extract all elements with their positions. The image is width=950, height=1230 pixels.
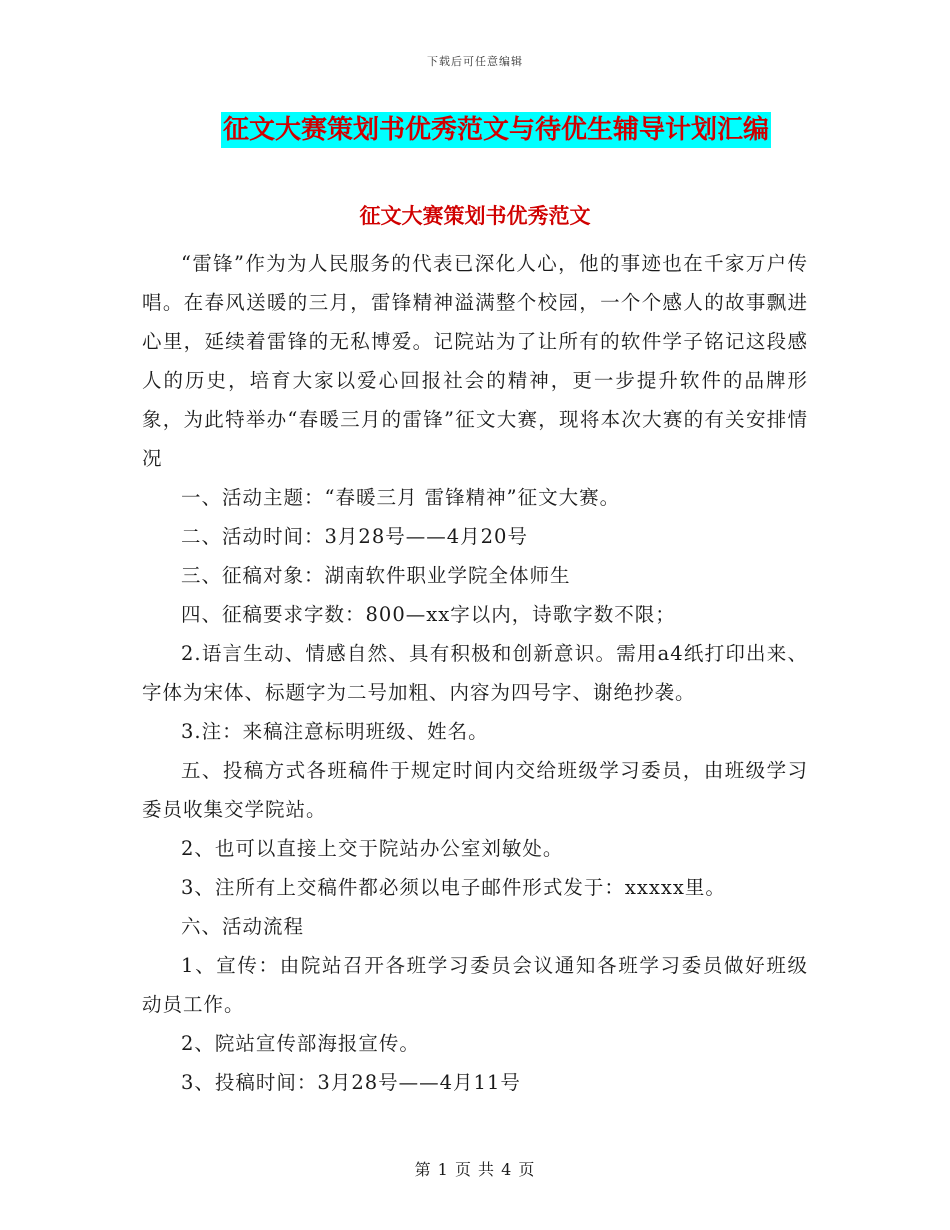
- process-step-publicity: 1、宣传：由院站召开各班学习委员会议通知各班学习委员做好班级动员工作。: [142, 954, 808, 1016]
- activity-time: 二、活动时间：3月28号——4月20号: [181, 525, 528, 548]
- activity-theme: 一、活动主题：“春暖三月 雷锋精神”征文大赛。: [181, 486, 621, 509]
- submission-method: 五、投稿方式各班稿件于规定时间内交给班级学习委员，由班级学习委员收集交学院站。: [142, 759, 808, 821]
- submission-office: 2、也可以直接上交于院站办公室刘敏处。: [181, 837, 564, 860]
- header-note: 下载后可任意编辑: [427, 55, 523, 68]
- submission-email: 3、注所有上交稿件都必须以电子邮件形式发于：xxxxx里。: [181, 876, 726, 899]
- section-title: 征文大赛策划书优秀范文: [359, 204, 591, 228]
- activity-process-heading: 六、活动流程: [181, 915, 305, 938]
- language-requirement: 2.语言生动、情感自然、具有积极和创新意识。需用a4纸打印出来、字体为宋体、标题字为二号加粗、内容为四号字、谢绝抄袭。: [142, 642, 808, 704]
- word-count-requirement: 四、征稿要求字数：800—xx字以内，诗歌字数不限；: [181, 603, 676, 626]
- process-step-deadline: 3、投稿时间：3月28号——4月11号: [181, 1071, 521, 1094]
- page-footer: 第 1 页 共 4 页: [414, 1160, 536, 1179]
- intro-paragraph: “雷锋”作为为人民服务的代表已深化人心，他的事迹也在千家万户传唱。在春风送暖的三月，雷锋精神溢满整个校园，一个个感人的故事飘进心里，延续着雷锋的无私博爱。记院站为了让所有的软件学子铭记这段感人的历史，培育大家以爱心回报社会的精神，更一步提升软件的品牌形象，为此特举办“春暖三月的雷锋”征文大赛，现将本次大赛的有关安排情况: [142, 252, 808, 470]
- main-title: 征文大赛策划书优秀范文与待优生辅导计划汇编: [221, 112, 771, 148]
- note-requirement: 3.注：来稿注意标明班级、姓名。: [181, 720, 489, 743]
- document-body: [142, 244, 808, 1102]
- process-step-poster: 2、院站宣传部海报宣传。: [181, 1032, 420, 1055]
- submission-target: 三、征稿对象：湖南软件职业学院全体师生: [181, 564, 571, 587]
